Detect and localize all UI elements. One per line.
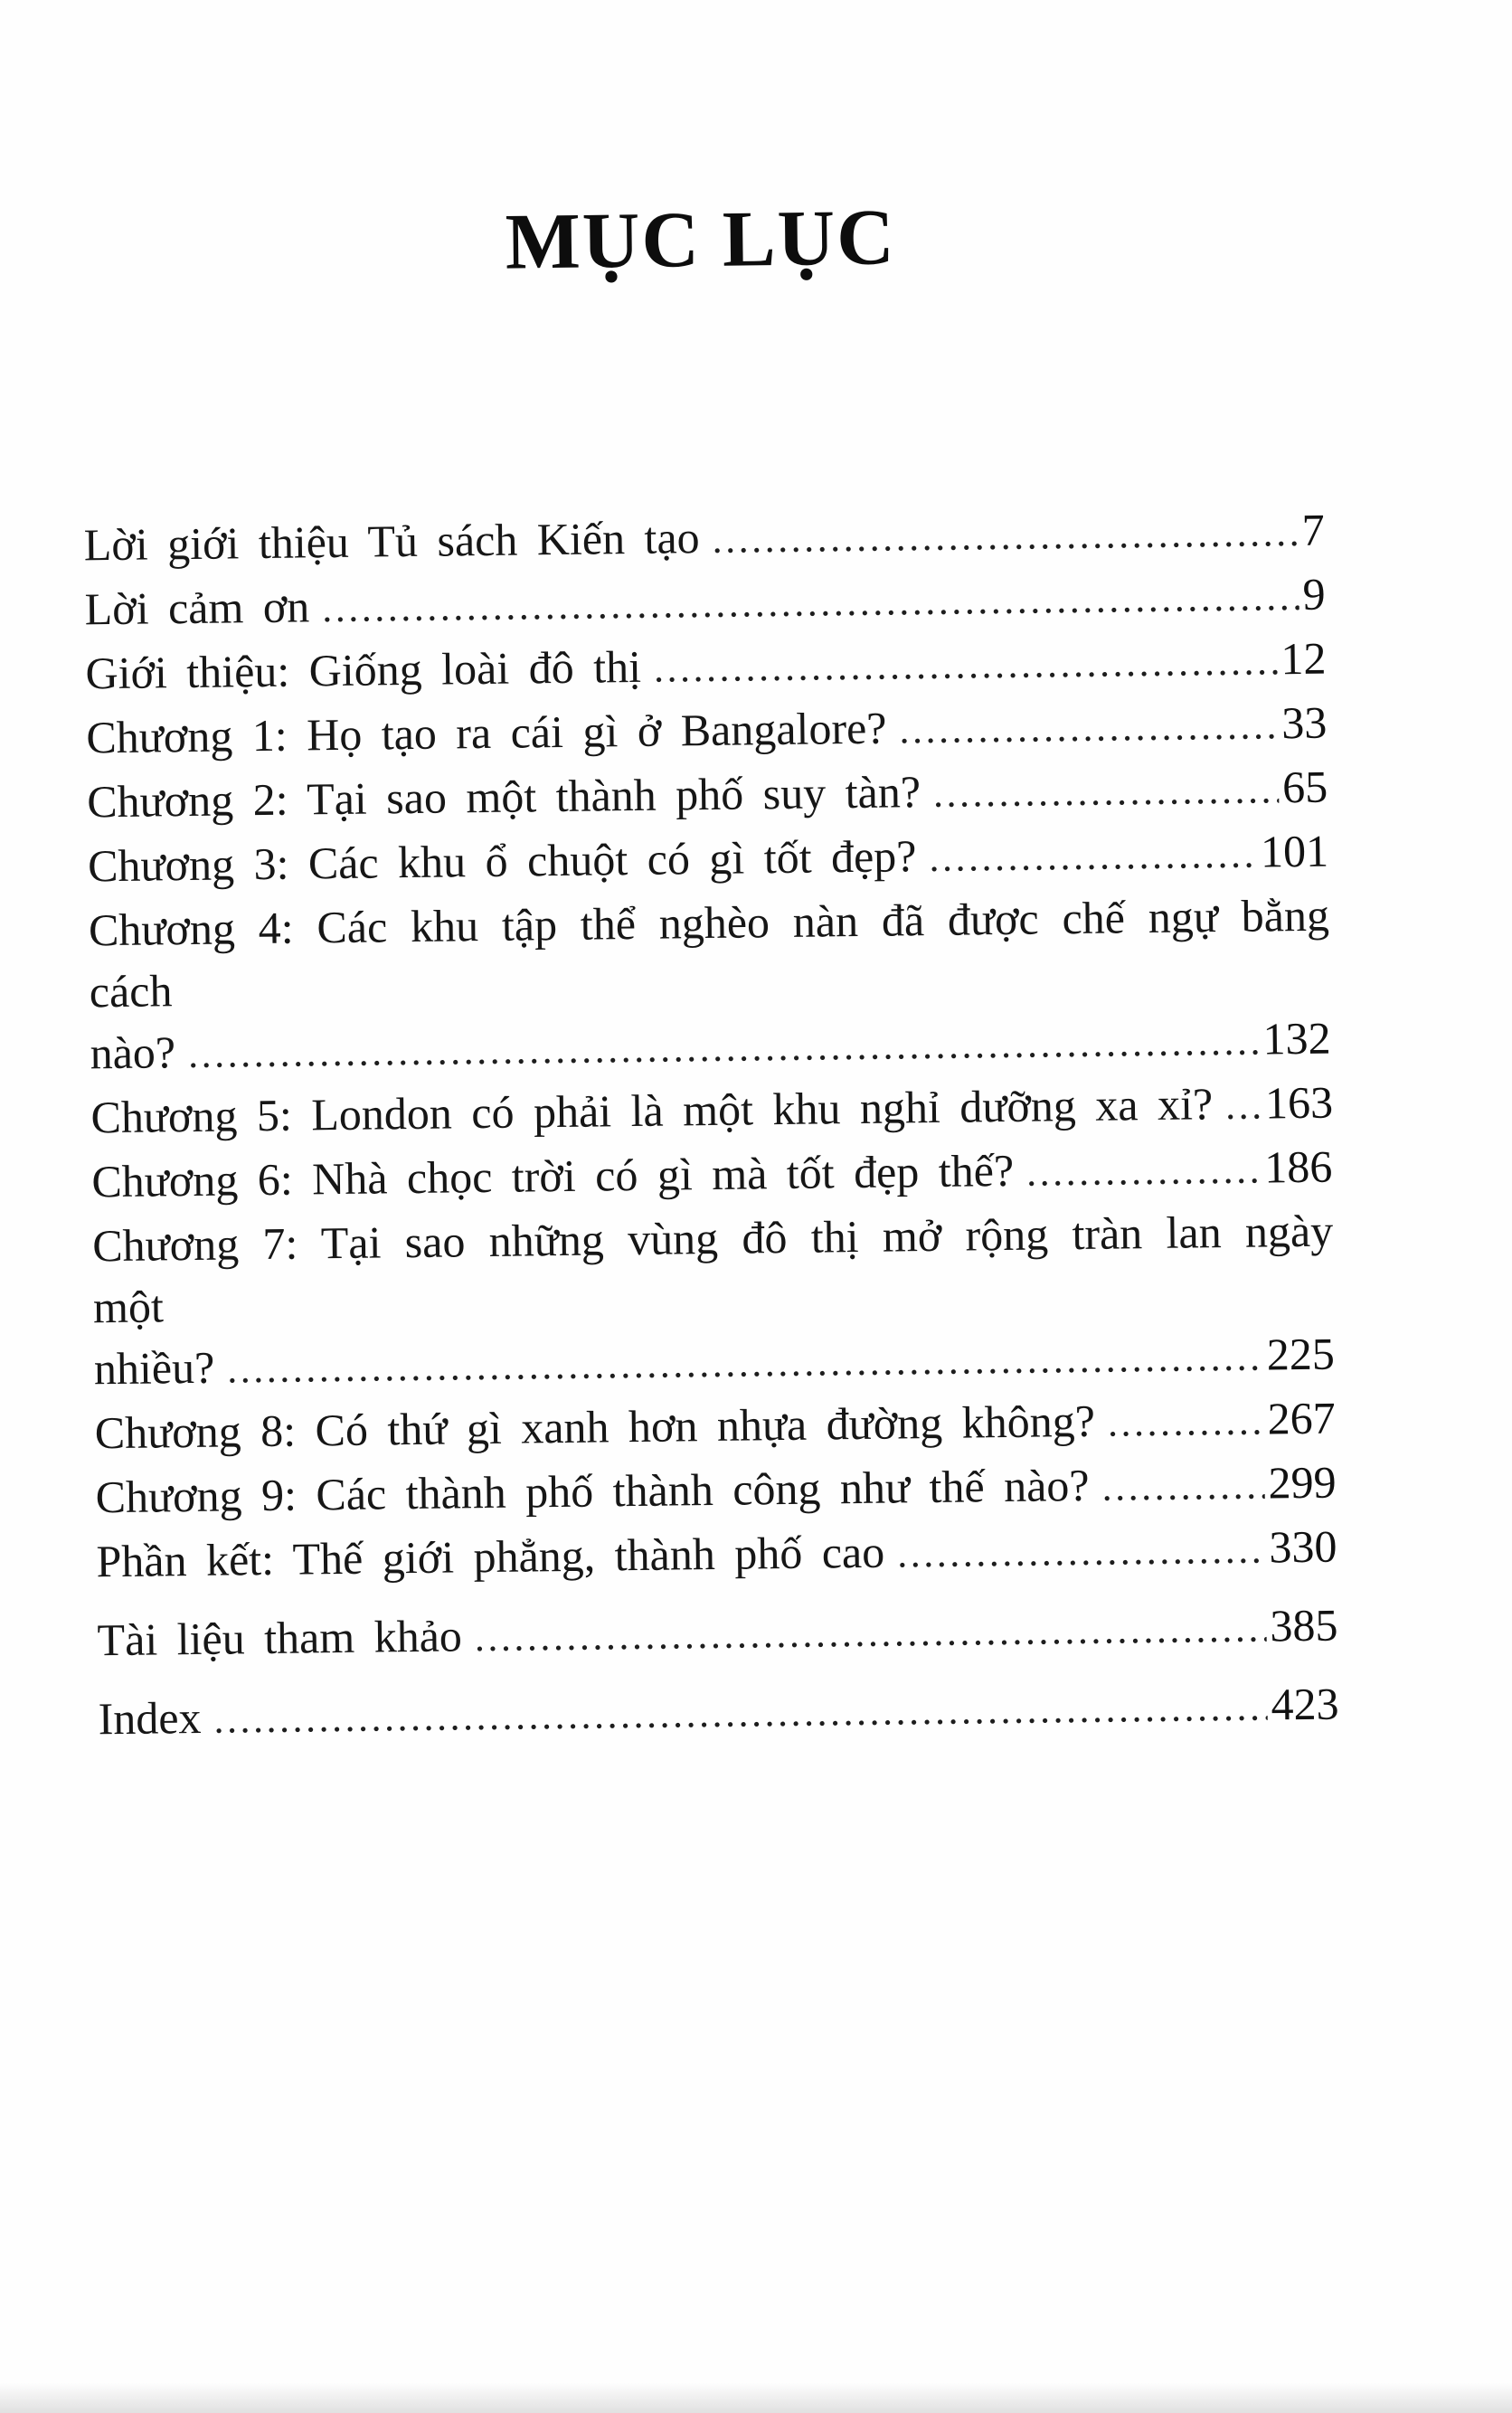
toc-entry	[97, 1594, 1338, 1674]
toc-entry-label: Giới thiệu: Giống loài đô thị	[85, 641, 642, 699]
toc-entry-label: Chương 6: Nhà chọc trời có gì mà tốt đẹp thế?	[91, 1145, 1015, 1207]
toc-entry-page: 9	[1302, 569, 1326, 620]
toc-entry-label: Chương 3: Các khu ổ chuột có gì tốt đẹp?	[87, 830, 917, 892]
toc-entry-label: Chương 2: Tại sao một thành phố suy tàn?	[86, 766, 921, 828]
toc-entry-page: 163	[1264, 1076, 1334, 1129]
toc-entry-label: Chương 1: Họ tạo ra cái gì ở Bangalore?	[86, 702, 887, 763]
dot-leader	[897, 1517, 1266, 1585]
dot-leader	[654, 629, 1278, 700]
dot-leader	[213, 1674, 1268, 1751]
toc-entry-page: 7	[1301, 505, 1326, 556]
toc-entry-page: 225	[1266, 1328, 1336, 1380]
dot-leader	[712, 499, 1299, 571]
dot-leader	[929, 821, 1257, 889]
toc-entry-page: 423	[1271, 1678, 1339, 1730]
toc-entry-page: 267	[1267, 1392, 1337, 1444]
dot-leader	[322, 563, 1299, 639]
toc-entry-page: 186	[1263, 1140, 1333, 1193]
toc-entry-label: Chương 8: Có thứ gì xanh hơn nhựa đường không?	[94, 1396, 1096, 1459]
page-title: MỤC LỤC	[505, 194, 897, 287]
dot-leader	[933, 757, 1280, 826]
toc-entry-page: 12	[1280, 632, 1327, 685]
dot-leader	[1107, 1388, 1264, 1454]
dot-leader	[1225, 1073, 1262, 1137]
toc-entries	[83, 499, 1339, 1753]
toc-entry-label: nhiều?	[93, 1342, 215, 1395]
toc-entry-label: Chương 4: Các khu tập thể nghèo nàn đã được chế ngự bằng cách	[88, 889, 1330, 1017]
toc-entry-page: 132	[1262, 1012, 1331, 1065]
toc-entry-label: Chương 9: Các thành phố thành công như thế nào?	[95, 1460, 1090, 1523]
toc-entry-label: Phần kết: Thế giới phẳng, thành phố cao	[96, 1527, 885, 1587]
dot-leader	[1026, 1137, 1262, 1204]
toc-entry-page: 101	[1260, 825, 1329, 877]
toc-entry-label: Chương 5: London có phải là một khu nghỉ dưỡng xa xỉ?	[90, 1078, 1214, 1143]
toc-entry-label: Lời giới thiệu Tủ sách Kiến tạo	[83, 512, 700, 571]
toc-entry-label: Tài liệu tham khảo	[97, 1610, 463, 1666]
dot-leader	[1101, 1453, 1265, 1519]
toc-entry-label: Index	[98, 1692, 202, 1745]
toc-entry-page: 330	[1269, 1520, 1337, 1573]
toc-entry-line1	[89, 885, 1331, 1023]
toc-entry-line1	[92, 1200, 1335, 1339]
toc-entry	[98, 1673, 1339, 1753]
toc	[80, 161, 1339, 1753]
dot-leader	[899, 693, 1279, 762]
toc-entry-label: Lời cảm ơn	[84, 581, 310, 635]
toc-entry-page: 65	[1281, 761, 1328, 813]
toc-entry-label: Chương 7: Tại sao những vùng đô thị mở rộng tràn lan ngày một	[91, 1205, 1334, 1333]
toc-entry-label: nào?	[90, 1027, 176, 1079]
toc-entry-page: 299	[1268, 1456, 1337, 1509]
dot-leader	[474, 1595, 1267, 1670]
toc-entry-page: 385	[1270, 1599, 1338, 1651]
toc-entry-page: 33	[1280, 696, 1328, 749]
